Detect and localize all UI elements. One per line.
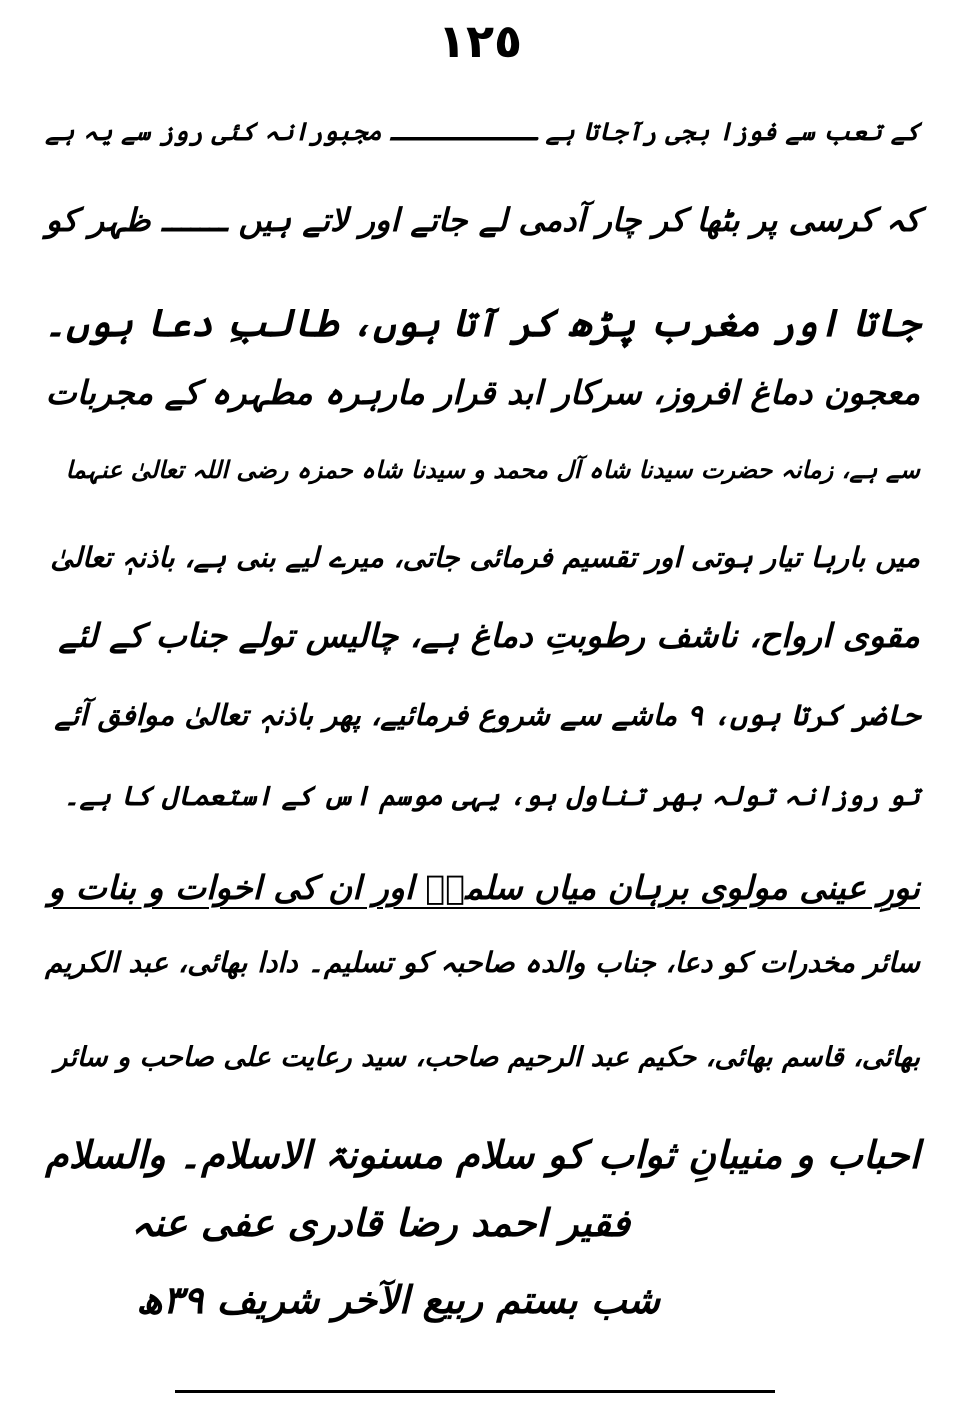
text-line-3: جاتا اور مغرب پڑھ کر آتا ہوں، طالبِ دعا ہوں۔: [43, 301, 920, 345]
text-line-12: بھائی، قاسم بھائی، حکیم عبد الرحیم صاحب، سید رعایت علی صاحب و سائر: [54, 1042, 920, 1073]
text-line-13: احباب و منیبانِ ثواب کو سلام مسنونۃ الاسلام۔ والسلام: [45, 1133, 920, 1177]
text-line-11: سائر مخدرات کو دعا، جناب والدہ صاحبہ کو تسلیم۔ دادا بھائی، عبد الکریم: [45, 946, 920, 979]
text-line-6: میں بارہا تیار ہوتی اور تقسیم فرمائی جاتی، میرے لیے بنی ہے، باذنہٖ تعالیٰ: [50, 541, 920, 574]
signature-date: شب بستم ربیع الآخر شریف ۳۹ھ: [136, 1278, 660, 1322]
text-line-9: تو روزانہ تولہ بھر تناول ہو، یہی موسم اس کے استعمال کا ہے۔: [63, 781, 920, 812]
text-line-4: معجون دماغ افروز، سرکار ابد قرار مارہرہ مطہرہ کے مجربات: [45, 373, 920, 412]
page-number: ١٢٥: [437, 14, 523, 68]
text-line-8: حاضر کرتا ہوں، ۹ ماشے سے شروع فرمائیے، پھر باذنہٖ تعالیٰ موافق آئے: [54, 698, 920, 732]
text-line-7: مقوی ارواح، ناشف رطوبتِ دماغ ہے، چالیس تولے جناب کے لئے: [58, 616, 920, 655]
text-line-5: سے ہے، زمانہ حضرت سیدنا شاہ آل محمد و سیدنا شاہ حمزہ رضی اللہ تعالیٰ عنہما: [65, 456, 920, 484]
text-line-10: نورِ عینی مولوی برہان میاں سلمہٗ اور ان کی اخوات و بنات و: [48, 868, 920, 907]
text-line-2: کہ کرسی پر بٹھا کر چار آدمی لے جاتے اور لاتے ہیں ـــــــ ظہر کو: [45, 201, 920, 239]
signature-name: فقیر احمد رضا قادری عفی عنہ: [131, 1201, 630, 1245]
bottom-rule: [175, 1390, 775, 1393]
text-line-1: کے تعب سے فوزا بجی رآجاتا ہے ــــــــــ مجبورانہ کئی روز سے یہ ہے: [45, 117, 920, 146]
